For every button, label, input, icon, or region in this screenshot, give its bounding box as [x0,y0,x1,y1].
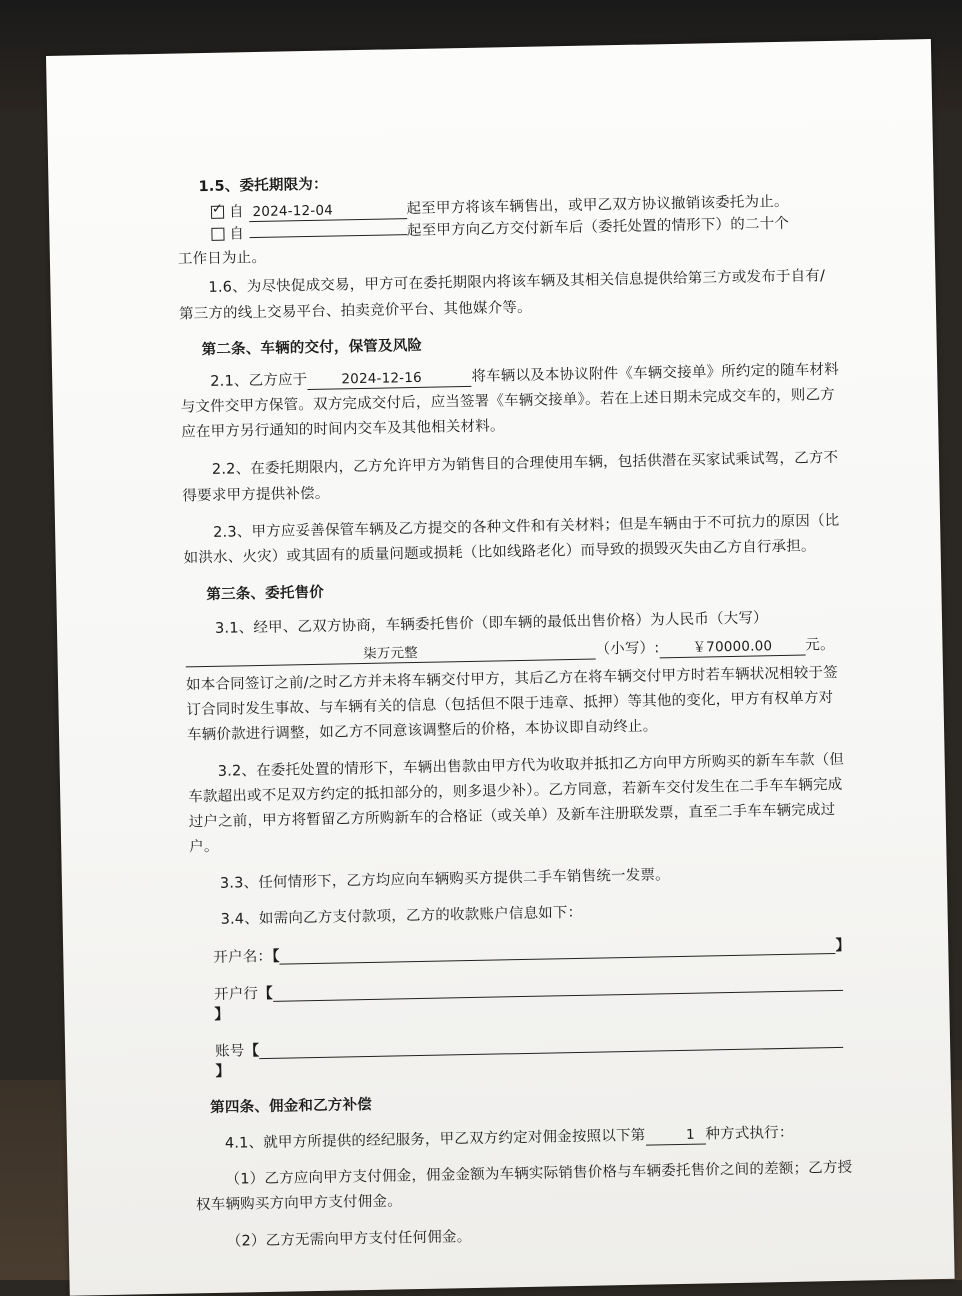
account-number-label: 账号 [214,1043,245,1060]
section-1-6: 1.6、为尽快促成交易，甲方可在委托期限内将该车辆及其相关信息提供给第三方或发布于自有/第三方的线上交易平台、拍卖竞价平台、其他媒介等。 [178,268,826,323]
checkmark-icon: ✓ [211,201,224,217]
commission-method-choice: 1 [645,1126,705,1146]
section-3-1-text: 如本合同签订之前/之时乙方并未将车辆交付甲方，其后乙方在将车辆交付甲方时若车辆状况相较于签订合同时发生事故、与车辆有关的信息（包括但不限于违章、抵押）等其他的变化，甲方有权单方对车辆价款进行调整，如乙方不同意该调整后的价格，本协议即自动终止。 [185,664,839,744]
bracket-right: 】 [835,937,851,955]
section-4-1-lead: 4.1、就甲方所提供的经纪服务，甲乙双方约定对佣金按照以下第 [224,1127,646,1152]
bracket-right: 】 [215,1063,231,1080]
section-2-1-text: 将车辆以及本协议附件《车辆交接单》所约定的随车材料与文件交甲方保管。双方完成交付后，应当签署《车辆交接单》。若在上述日期未完成交车的，则乙方应在甲方另行通知的时间内交车及其他相关材料。 [180,361,839,441]
account-number-row [215,1030,854,1082]
section-2-1 [180,358,841,446]
commission-option-1: （1）乙方应向甲方支付佣金，佣金金额为车辆实际销售价格与车辆委托售价之间的差额；乙方授权车辆购买方向甲方支付佣金。 [195,1159,853,1214]
document-page [46,39,955,1296]
section-3-3: 3.3、任何情形下，乙方均应向车辆购买方提供二手车销售统一发票。 [219,867,670,892]
section-4-1 [195,1122,855,1155]
section-3-2: 3.2、在委托处置的情形下，车辆出售款由甲方代为收取并抵扣乙方向甲方所购买的新车车款（但车款超出或不足双方约定的抵扣部分的，则多退少补）。乙方同意，若新车交付发生在二手车车辆完成过户之前，甲方将暂留乙方所购新车的合格证（或关单）及新车注册联发票，直至二手车车辆完成过户。 [188,751,845,856]
bank-label: 开户行 [213,986,259,1003]
price-in-figures: ￥70000.00 [659,637,805,659]
article-3-heading: 第三条、委托售价 [206,584,325,604]
section-2-3: 2.3、甲方应妥善保管车辆及乙方提交的各种文件和有关材料；但是车辆由于不可抗力的原因（比如洪水、火灾）或其固有的质量问题或损耗（比如线路老化）而导致的损毁灭失由乙方自行承担。 [183,512,840,567]
document-content [176,165,857,1252]
bank-field[interactable] [273,976,843,1002]
term-option-1-text: 起至甲方将该车辆售出，或甲乙双方协议撤销该委托为止。 [406,193,789,218]
section-2-1-lead: 2.1、乙方应于 [210,372,308,390]
term-start-date: 2024-12-04 [248,200,406,222]
term-option-2-blank [249,234,407,238]
term-option-1-prefix: 自 [228,204,244,221]
section-3-1-lead: 3.1、经甲、乙双方协商，车辆委托售价（即车辆的最低出售价格）为人民币（大写） [214,610,768,637]
price-in-figures-label: （小写）: [595,640,660,658]
section-4-1-tail: 种方式执行： [705,1124,794,1143]
term-option-2-text: 起至甲方向乙方交付新车后（委托处置的情形下）的二十个 [406,215,790,240]
account-name-field[interactable] [279,939,835,965]
price-unit: 元。 [805,636,835,654]
article-4-heading: 第四条、佣金和乙方补偿 [210,1096,373,1117]
section-3-4: 3.4、如需向乙方支付款项，乙方的收款账户信息如下： [220,904,583,928]
account-name-row [213,936,851,968]
delivery-date: 2024-12-16 [307,368,471,390]
term-option-2-prefix: 自 [229,226,245,243]
checked-checkbox[interactable] [211,201,224,219]
unchecked-checkbox[interactable] [211,228,224,241]
commission-option-2: （2）乙方无需向甲方支付任何佣金。 [226,1229,472,1250]
bracket-left: 【 [244,1043,260,1060]
account-name-label: 开户名： [213,948,273,966]
bank-row [214,973,853,1025]
term-option-2-continued: 工作日为止。 [177,249,267,268]
price-in-words: 柒万元整 [185,641,595,668]
bracket-right: 】 [214,1006,230,1023]
bracket-left: 【 [271,948,280,965]
account-number-field[interactable] [259,1033,843,1059]
bracket-left: 【 [258,985,274,1003]
section-2-2: 2.2、在委托期限内，乙方允许甲方为销售目的合理使用车辆，包括供潜在买家试乘试驾，乙方不得要求甲方提供补偿。 [182,449,839,505]
article-2-heading: 第二条、车辆的交付，保管及风险 [201,337,423,359]
section-1-5-heading: 1.5、委托期限为： [198,176,328,196]
